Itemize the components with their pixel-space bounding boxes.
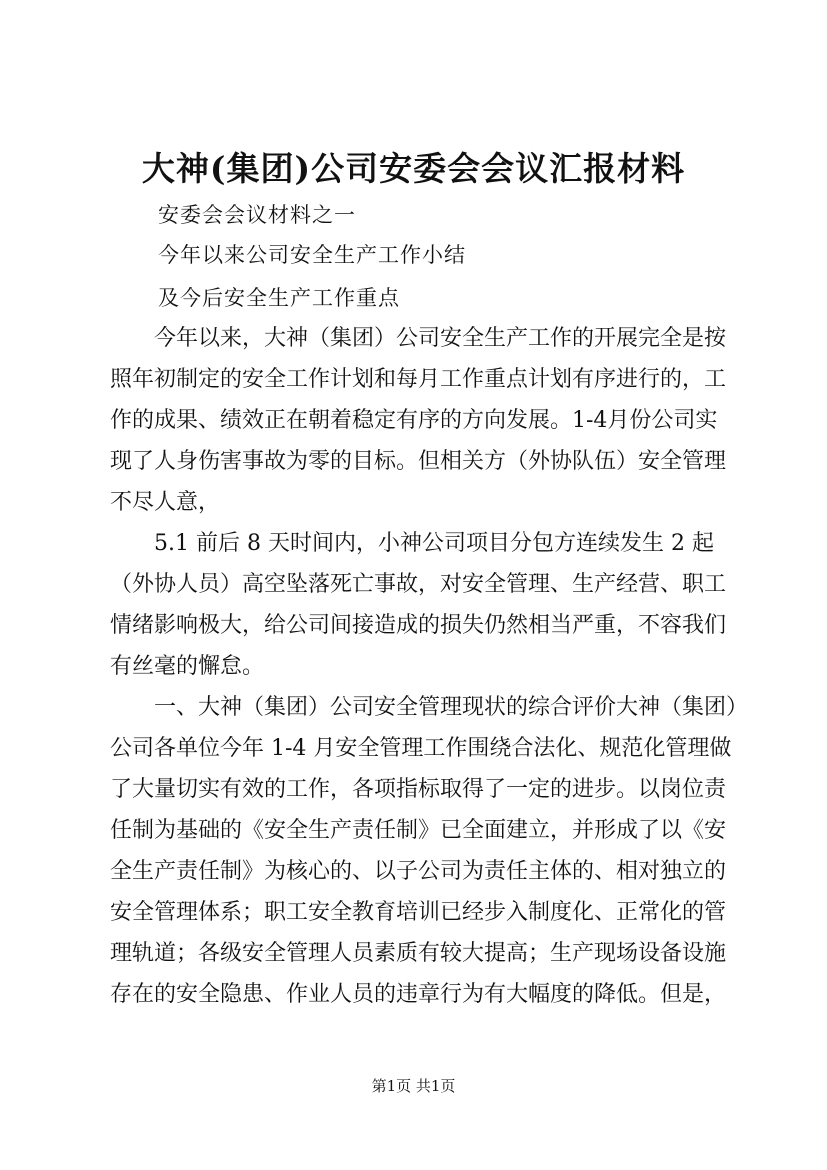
paragraph bbox=[110, 523, 740, 687]
document-title: 大神(集团)公司安委会会议汇报材料 bbox=[141, 149, 686, 188]
text-line: 现了人身伤害事故为零的目标。但相关方（外协队伍）安全管理 bbox=[110, 449, 727, 474]
text-line: 照年初制定的安全工作计划和每月工作重点计划有序进行的，工 bbox=[110, 367, 727, 392]
page-footer: 第1页 共1页 bbox=[371, 1077, 456, 1095]
intro-line: 安委会会议材料之一 bbox=[158, 203, 356, 227]
text-line: 理轨道；各级安全管理人员素质有较大提高；生产现场设备设施 bbox=[110, 941, 727, 966]
intro-line: 今年以来公司安全生产工作小结 bbox=[158, 243, 466, 267]
paragraph bbox=[110, 318, 740, 523]
text-line: 情绪影响极大，给公司间接造成的损失仍然相当严重，不容我们 bbox=[110, 613, 727, 638]
paragraph bbox=[110, 687, 749, 1015]
text-line: 一、大神（集团）公司安全管理现状的综合评价大神（集团） bbox=[110, 695, 749, 720]
text-line: 了大量切实有效的工作，各项指标取得了一定的进步。以岗位责 bbox=[110, 777, 727, 802]
intro-line: 及今后安全生产工作重点 bbox=[158, 286, 400, 310]
text-line: 有丝毫的懈怠。 bbox=[110, 654, 265, 679]
text-line: 作的成果、绩效正在朝着稳定有序的方向发展。1-4月份公司实 bbox=[110, 408, 718, 433]
text-line: 不尽人意， bbox=[110, 490, 221, 515]
text-line: 安全管理体系；职工安全教育培训已经步入制度化、正常化的管 bbox=[110, 900, 727, 925]
text-line: 全生产责任制》为核心的、以子公司为责任主体的、相对独立的 bbox=[110, 859, 727, 884]
text-line: 任制为基础的《安全生产责任制》已全面建立，并形成了以《安 bbox=[110, 818, 727, 843]
text-line: （外协人员）高空坠落死亡事故，对安全管理、生产经营、职工 bbox=[110, 572, 727, 597]
text-line: 存在的安全隐患、作业人员的违章行为有大幅度的降低。但是， bbox=[110, 982, 727, 1007]
text-line: 5.1 前后 8 天时间内，小神公司项目分包方连续发生 2 起 bbox=[110, 531, 714, 556]
text-line: 今年以来，大神（集团）公司安全生产工作的开展完全是按 bbox=[110, 326, 727, 351]
text-line: 公司各单位今年 1-4 月安全管理工作围绕合法化、规范化管理做 bbox=[110, 736, 732, 761]
